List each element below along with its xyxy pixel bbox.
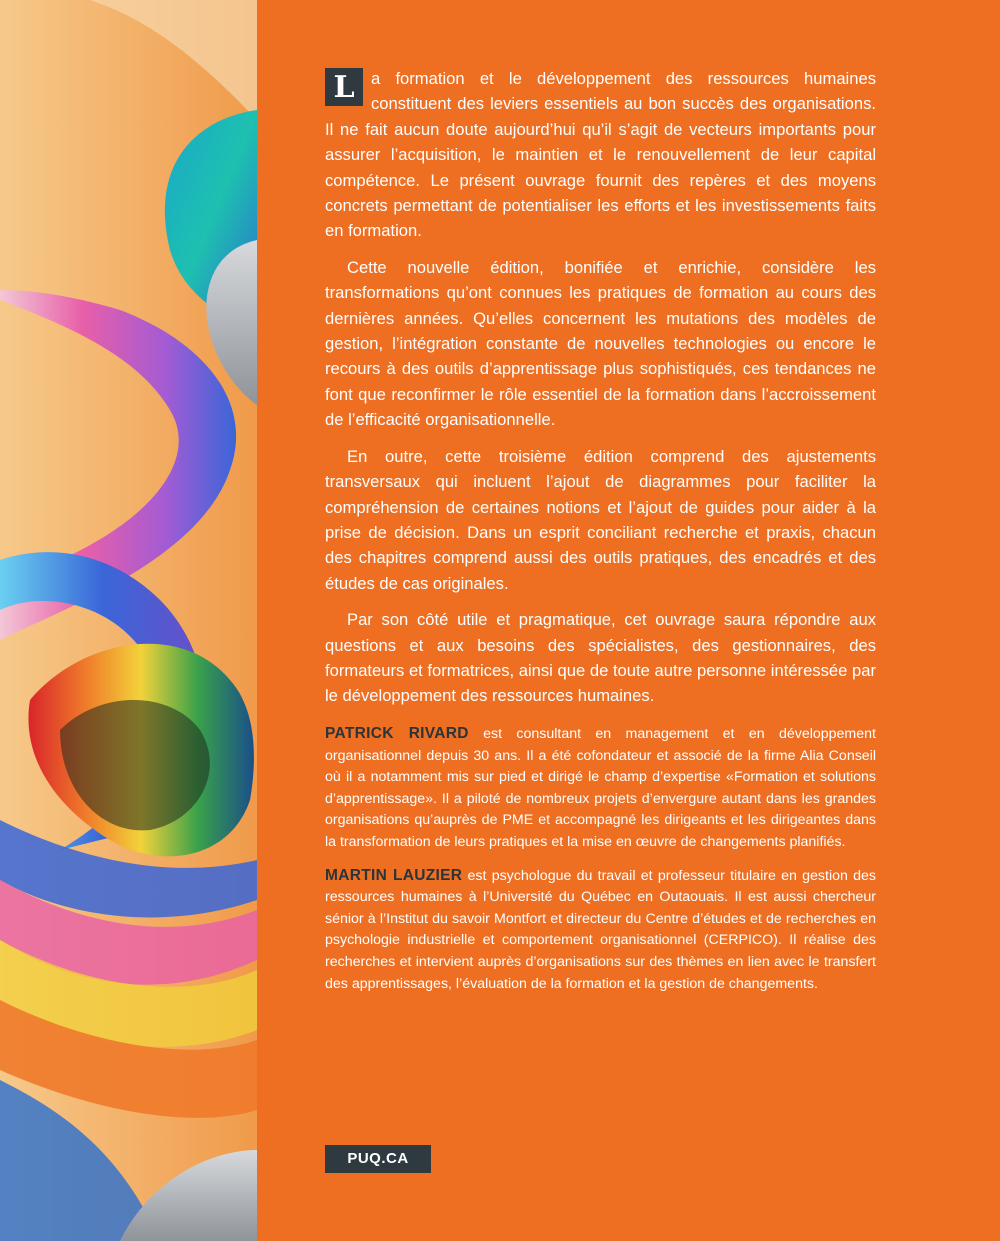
intro-paragraph: Cette nouvelle édition, bonifiée et enrichie, considère les transformations qu’ont connues les pratiques de formation au cours des dernières années. Qu’elles concernent les mutations des modèles de gestion, l’intégration constante de nouvelles technologies ou encore le recours à des outils d’apprentissage plus sophistiqués, ces tendances ne font que reconfirmer le rôle essentiel de la formation dans l’accroissement de l’efficacité organisationnelle. — [325, 257, 876, 430]
intro-paragraph: En outre, cette troisième édition comprend des ajustements transversaux qui incluent l’ajout de diagrammes pour faciliter la compréhension de certaines notions et l’ajout de guides pour aider à la prise de décision. Dans un esprit conciliant recherche et praxis, chacun des chapitres comprend aussi des outils pratiques, des encadrés et des études de cas originales. — [325, 446, 876, 593]
author-name: PATRICK RIVARD — [325, 725, 469, 742]
author-bio-text: est consultant en management et en développement organisationnel depuis 30 ans. Il a été cofondateur et associé de la firme Alia Conseil où il a notamment mis sur pied et dirigé le champ d’expertise «Formation et solutions d’apprentissage». Il a piloté de nombreux projets d’envergure autant dans les grandes organisations qu’auprès de PME et accompagné les dirigeants et les dirigeantes dans la transformation de leurs pratiques et la mise en œuvre de changements planifiés. — [325, 726, 876, 850]
intro-paragraph: Par son côté utile et pragmatique, cet ouvrage saura répondre aux questions et aux besoins des spécialistes, des gestionnaires, des formateurs et formatrices, ainsi que de toute autre personne intéressée par le développement des ressources humaines. — [325, 610, 876, 706]
intro-paragraph-text: a formation et le développement des ressources humaines constituent des leviers essentiels au bon succès des organisations. Il ne fait aucun doute aujourd’hui qu’il s’agit de vecteurs importants pour assurer l’acquisition, le maintien et le renouvellement de leur capital compétence. Le présent ouvrage fournit des repères et des moyens concrets permettant de potentialiser les efforts et les investissements faits en formation. — [325, 69, 876, 241]
author-name: MARTIN LAUZIER — [325, 866, 463, 884]
author-bio — [325, 723, 876, 854]
author-bios — [325, 723, 876, 1006]
abstract-ribbon-swirl-icon — [0, 0, 257, 1241]
author-bio-text: est psychologue du travail et professeur titulaire en gestion des ressources humaines à l’Université du Québec en Outaouais. Il est aussi chercheur sénior à l’Institut du savoir Montfort et directeur du Centre d’études et de recherches en psychologie industrielle et comportement organisationnel (CERPICO). Il réalise des recherches et intervient auprès d’organisations sur des thèmes en lien avec le transfert des apprentissages, l’évaluation de la formation et la gestion de changements. — [325, 867, 876, 992]
publisher-website-tag: PUQ.CA — [325, 1145, 431, 1173]
cover-artwork — [0, 0, 257, 1241]
author-bio — [325, 865, 876, 996]
back-cover-panel — [257, 0, 1000, 1241]
dropcap: L — [325, 68, 363, 106]
intro-paragraph — [325, 66, 876, 244]
intro-text — [325, 66, 876, 720]
